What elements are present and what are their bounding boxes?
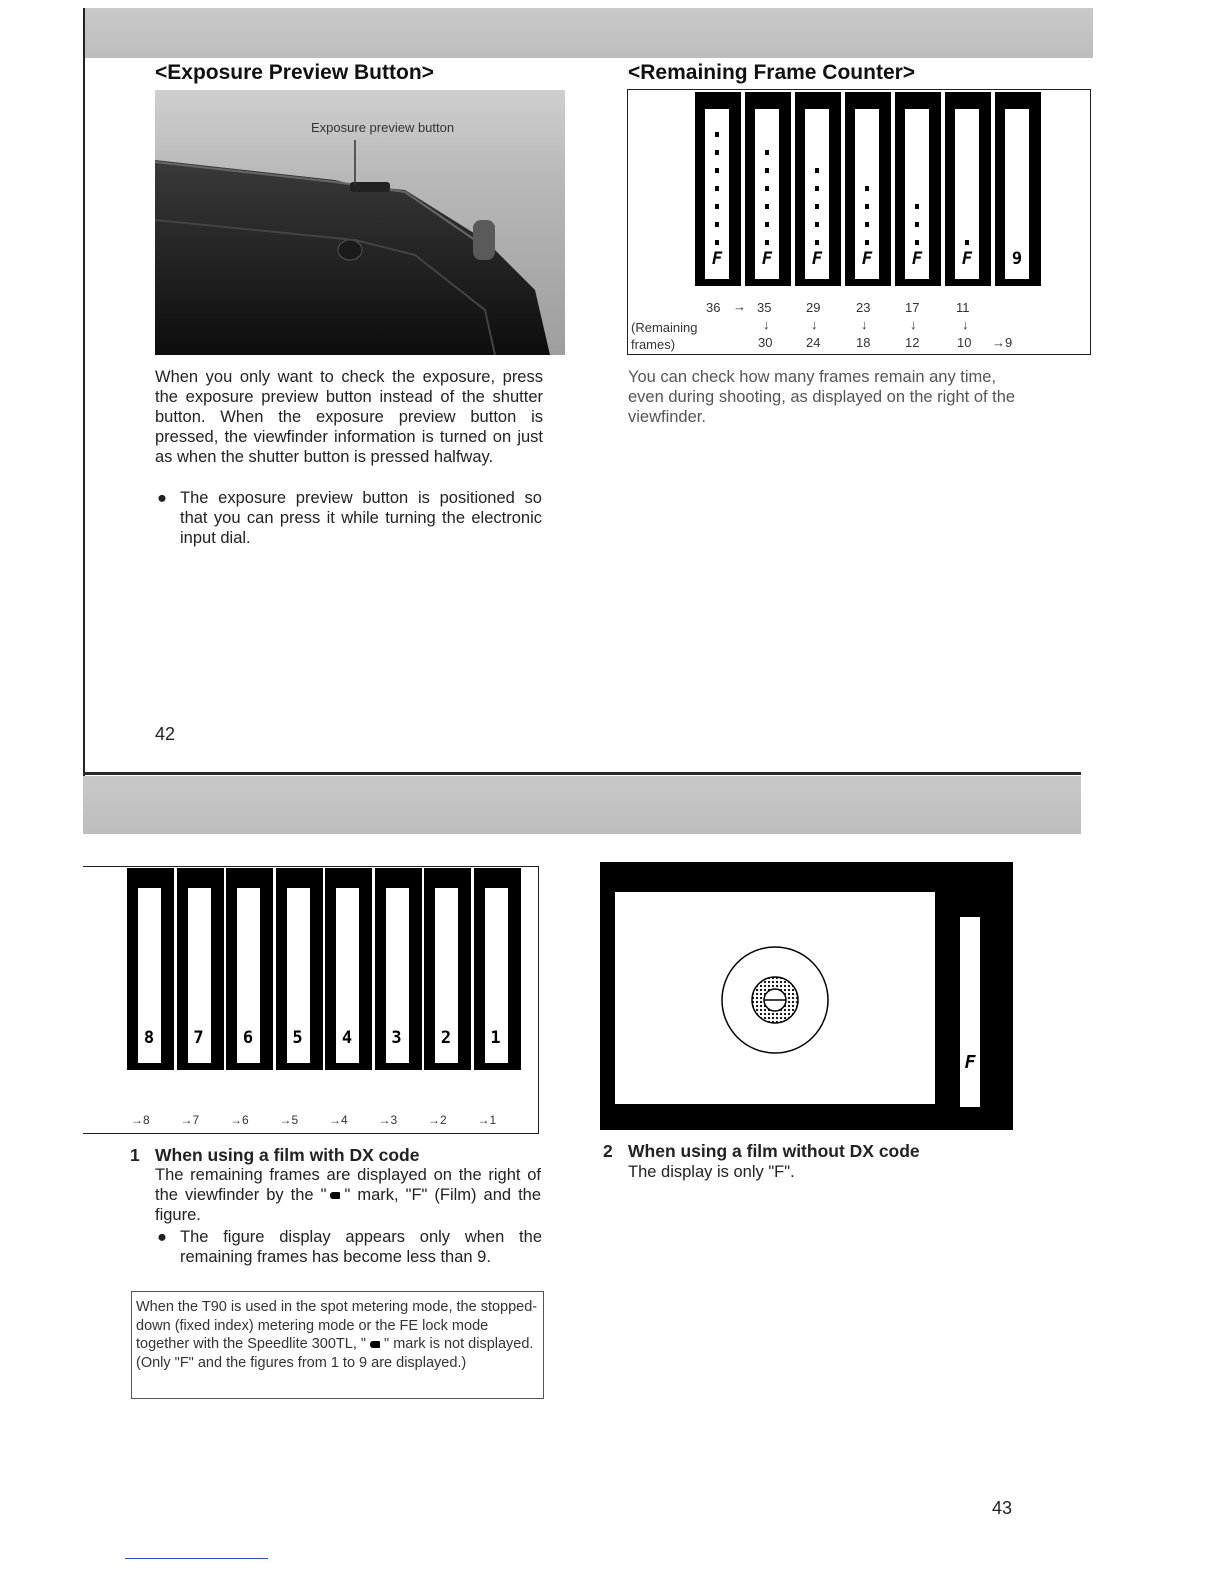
counter-strip bbox=[895, 92, 941, 286]
item2-text: The display is only "F". bbox=[628, 1163, 795, 1181]
counter-strip-char: F bbox=[911, 249, 923, 269]
counter-strip bbox=[745, 92, 791, 286]
item1-number: 1 bbox=[130, 1145, 140, 1165]
counter-strip-char: 9 bbox=[1011, 249, 1023, 269]
section-heading-frame-counter: <Remaining Frame Counter> bbox=[628, 61, 916, 84]
counter-strip bbox=[795, 92, 841, 286]
counter-strip-char: F bbox=[811, 249, 823, 269]
frame-dot-mark bbox=[765, 186, 769, 191]
frame-dot-mark bbox=[865, 222, 869, 227]
counter-top-number: 35 bbox=[757, 300, 772, 315]
arrow-down-icon: ↓ bbox=[811, 317, 818, 332]
remaining-label-line1: (Remaining bbox=[631, 320, 698, 335]
countdown-label: →6 bbox=[230, 1113, 249, 1127]
arrow-down-icon: ↓ bbox=[763, 317, 770, 332]
frame-dot-mark bbox=[765, 150, 769, 155]
page-number-left: 42 bbox=[155, 724, 176, 744]
header-band bbox=[83, 8, 1093, 58]
countdown-label: →4 bbox=[329, 1113, 348, 1127]
countdown-strip-digit: 7 bbox=[193, 1028, 204, 1048]
frame-dot-mark bbox=[715, 240, 719, 245]
frame-counter-paragraph: You can check how many frames remain any time, even during shooting, as displayed on the right of the viewfinder. bbox=[628, 368, 1016, 426]
page-number-right: 43 bbox=[992, 1498, 1013, 1518]
mark-icon bbox=[370, 1341, 380, 1348]
countdown-label: →3 bbox=[378, 1113, 398, 1127]
frame-dot-mark bbox=[715, 168, 719, 173]
frame-dot-mark bbox=[815, 186, 819, 191]
item1-bullet: The figure display appears only when the remaining frames has become less than 9. bbox=[180, 1228, 542, 1266]
counter-strip-char: F bbox=[961, 249, 973, 269]
arrow-down-icon: ↓ bbox=[962, 317, 969, 332]
frame-dot-mark bbox=[715, 222, 719, 227]
frame-dot-mark bbox=[715, 204, 719, 209]
exposure-preview-paragraph: When you only want to check the exposure, press the exposure preview button instead of the shutter button. When the exposure preview button is pressed, the viewfinder information is turned on just as when the shutter button is pressed halfway. bbox=[155, 368, 543, 466]
counter-bottom-number: 10 bbox=[957, 335, 972, 350]
counter-strip bbox=[695, 92, 741, 286]
counter-bottom-number: 24 bbox=[806, 335, 821, 350]
counter-bottom-number: 18 bbox=[856, 335, 871, 350]
countdown-label: →1 bbox=[477, 1113, 497, 1127]
note-text-b: " mark is not displayed. (Only "F" and the figures from 1 to 9 are displayed.) bbox=[136, 1336, 534, 1371]
frame-dot-mark bbox=[915, 240, 919, 245]
countdown-strip bbox=[325, 868, 372, 1070]
item2-number: 2 bbox=[603, 1141, 613, 1161]
counter-top-number: 11 bbox=[956, 300, 970, 315]
frame-dot-mark bbox=[965, 240, 969, 245]
counter-strip bbox=[945, 92, 991, 286]
photo-callout-label: Exposure preview button bbox=[311, 120, 455, 135]
page-bottom-rule bbox=[83, 772, 1081, 775]
countdown-label: →8 bbox=[131, 1113, 150, 1127]
frame-dot-mark bbox=[765, 204, 769, 209]
frame-dot-mark bbox=[815, 240, 819, 245]
counter-top-number: 17 bbox=[905, 300, 920, 315]
countdown-label: →5 bbox=[279, 1113, 299, 1127]
frame-dot-mark bbox=[715, 186, 719, 191]
counter-strip-char: F bbox=[761, 249, 773, 269]
footer-rule bbox=[125, 1558, 268, 1559]
page-edge-rule bbox=[83, 8, 85, 776]
counter-bottom-number: 12 bbox=[905, 335, 920, 350]
item2-title: When using a film without DX code bbox=[628, 1141, 920, 1161]
end-label-9: →9 bbox=[992, 335, 1013, 350]
viewfinder-screen bbox=[615, 892, 935, 1104]
countdown-strip bbox=[424, 868, 471, 1070]
spot-metering-circle-icon bbox=[615, 892, 935, 1104]
frame-dot-mark bbox=[815, 168, 819, 173]
countdown-strip-digit: 6 bbox=[242, 1028, 254, 1048]
countdown-strip bbox=[276, 868, 323, 1070]
counter-top-number: 36 bbox=[706, 300, 721, 315]
frame-dot-mark bbox=[915, 222, 919, 227]
frame-dot-mark bbox=[915, 204, 919, 209]
bullet-dot: ● bbox=[157, 1228, 167, 1246]
note-text-a: When the T90 is used in the spot metering mode, the stopped-down (fixed index) metering mode or the FE lock mode together with the Speedlite 300TL, " bbox=[136, 1299, 538, 1352]
frame-dot-mark bbox=[865, 186, 869, 191]
countdown-strip-digit: 3 bbox=[391, 1028, 402, 1048]
remaining-label-line2: frames) bbox=[631, 337, 676, 352]
viewfinder-info-bar bbox=[960, 917, 980, 1107]
viewfinder-diagram bbox=[600, 862, 1013, 1130]
arrow-down-icon: ↓ bbox=[910, 317, 917, 332]
counter-top-number: 23 bbox=[856, 300, 871, 315]
frame-dot-mark bbox=[815, 222, 819, 227]
divider-band bbox=[83, 776, 1081, 834]
item1-text bbox=[155, 1165, 541, 1225]
counter-strip bbox=[995, 92, 1041, 286]
countdown-strip-digit: 4 bbox=[341, 1028, 353, 1048]
note-text bbox=[136, 1298, 538, 1372]
arrow-right-icon: → bbox=[733, 299, 746, 314]
counter-bottom-number: 30 bbox=[758, 335, 773, 350]
frame-dot-mark bbox=[765, 222, 769, 227]
arrow-down-icon: ↓ bbox=[861, 317, 868, 332]
item1-text-a: The remaining frames are displayed on the right of the viewfinder by the " bbox=[155, 1166, 541, 1204]
bullet-dot: ● bbox=[157, 489, 167, 507]
countdown-strip bbox=[127, 868, 174, 1070]
frame-dot-mark bbox=[715, 132, 719, 137]
camera-photo bbox=[155, 90, 565, 355]
countdown-strip bbox=[375, 868, 422, 1070]
countdown-strip-digit: 8 bbox=[143, 1028, 155, 1048]
counter-top-number: 29 bbox=[806, 300, 821, 315]
section-heading-exposure-preview: <Exposure Preview Button> bbox=[155, 61, 434, 84]
countdown-strip bbox=[226, 868, 273, 1070]
countdown-strip-digit: 5 bbox=[292, 1028, 303, 1048]
item1-text-b: " mark, "F" (Film) and the figure. bbox=[155, 1186, 542, 1224]
countdown-label: →7 bbox=[180, 1113, 200, 1127]
counter-strip-char: F bbox=[861, 249, 873, 269]
frame-dot-mark bbox=[715, 150, 719, 155]
counter-strip-char: F bbox=[711, 249, 723, 269]
frame-dot-mark bbox=[865, 204, 869, 209]
item1-title: When using a film with DX code bbox=[155, 1145, 420, 1165]
frame-dot-mark bbox=[765, 240, 769, 245]
exposure-preview-bullet: The exposure preview button is positioned so that you can press it while turning the electronic input dial. bbox=[180, 489, 542, 547]
frame-dot-mark bbox=[865, 240, 869, 245]
mark-icon bbox=[330, 1192, 340, 1199]
counter-strip bbox=[845, 92, 891, 286]
viewfinder-f-char: F bbox=[964, 1052, 976, 1073]
countdown-strip-digit: 1 bbox=[490, 1028, 501, 1048]
countdown-strip-digit: 2 bbox=[440, 1028, 452, 1048]
countdown-strip bbox=[177, 868, 224, 1070]
frame-dot-mark bbox=[765, 168, 769, 173]
countdown-strip bbox=[474, 868, 521, 1070]
countdown-label: →2 bbox=[428, 1113, 447, 1127]
frame-dot-mark bbox=[815, 204, 819, 209]
